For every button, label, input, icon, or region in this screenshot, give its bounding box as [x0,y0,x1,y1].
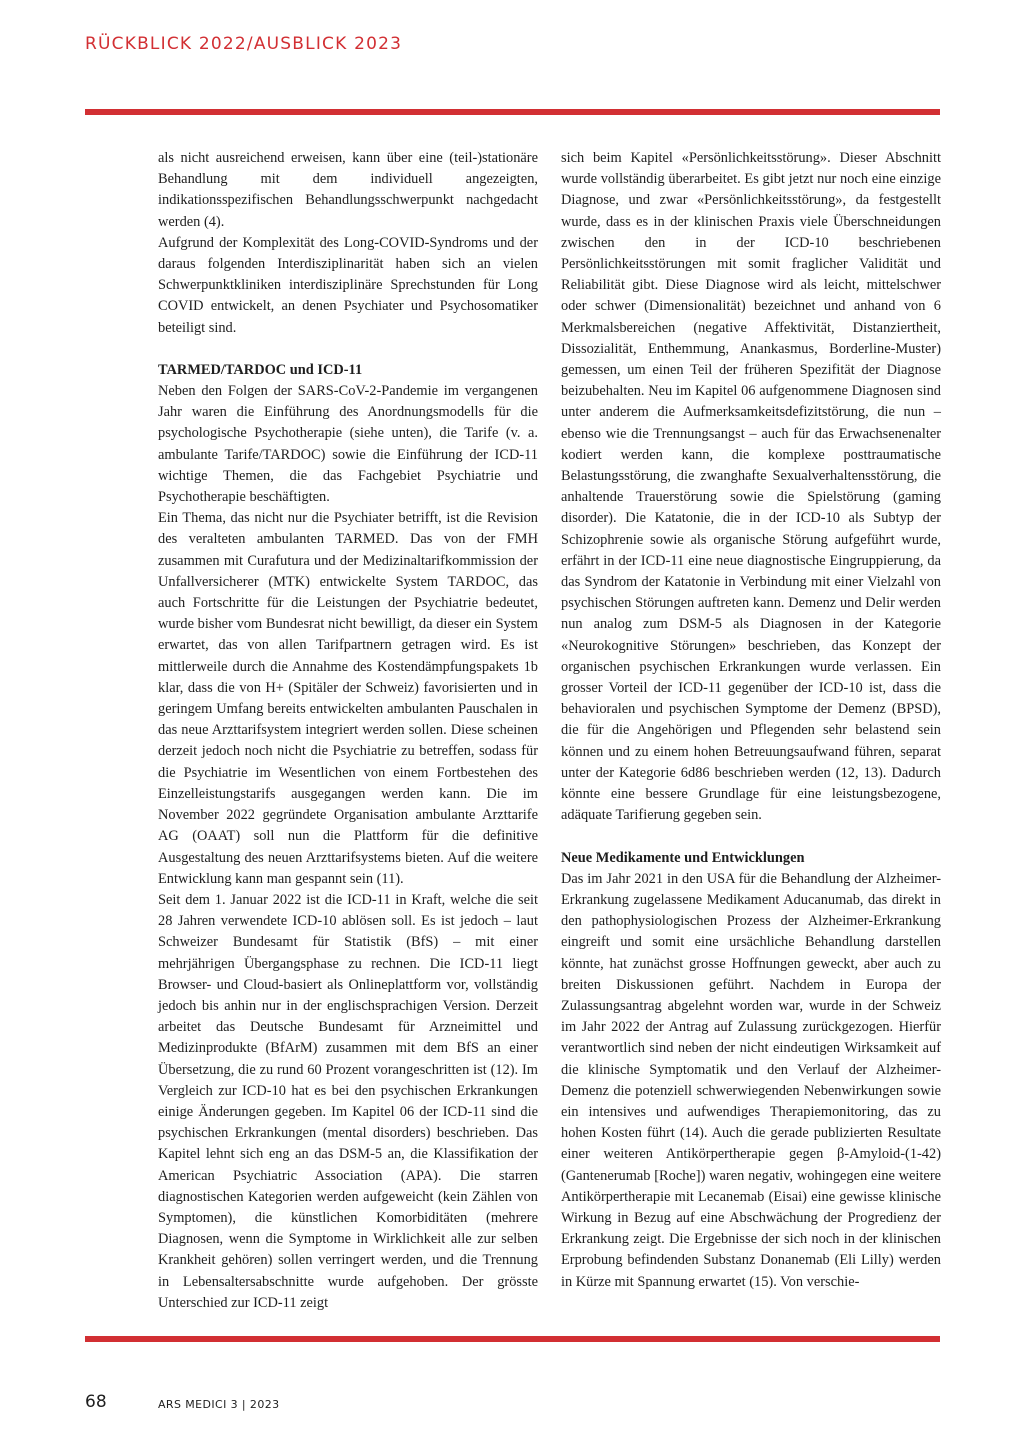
section-title: RÜCKBLICK 2022/AUSBLICK 2023 [85,34,403,54]
paragraph-gap [561,827,941,848]
heading-tarmed-icd11: TARMED/TARDOC und ICD-11 [158,361,363,378]
left-paragraph-5: Seit dem 1. Januar 2022 ist die ICD-11 in Kraft, welche die seit 28 Jahren verwendete ICD-10 ablösen soll. Es ist jedoch – laut Schweizer Bundesamt für Statistik (BfS) – mit einer mehrjährigen Übergangsphase zu rechnen. Die ICD-11 liegt Browser- und Cloud-basiert als Onlineplattform vor, vollständig jedoch bis anhin nur in der englischsprachigen Version. Derzeit arbeitet das Deutsche Bundesamt für Arzneimittel und Medizinprodukte (BfArM) zusammen mit dem BfS an einer Übersetzung, die zu rund 60 Prozent vorangeschritten ist (12). Im Vergleich zur ICD-10 hat es bei den psychischen Erkrankungen einige Änderungen gegeben. Im Kapitel 06 der ICD-11 sind die psychischen Erkrankungen (mental disorders) beschrieben. Das Kapitel lehnt sich eng an das DSM-5 an, die Klassifikation der American Psychiatric Association (APA). Die starren diagnostischen Kategorien werden aufgeweicht (kein Zählen von Symptomen), die künstlichen Komorbiditäten (mehrere Diagnosen, wenn die Symptome in Wirklichkeit alle zur selben Krankheit gehören) sollen verringert werden, und die Trennung in Lebensaltersabschnitte wurde aufgehoben. Der grösste Unterschied zur ICD-11 zeigt [158,891,538,1311]
page-number: 68 [85,1392,107,1412]
header-rule [85,109,940,115]
left-paragraph-2: Aufgrund der Komplexität des Long-COVID-Syndroms und der daraus folgenden Interdisziplinarität haben sich an vielen Schwerpunktkliniken interdisziplinäre Sprechstunden für Long COVID entwickelt, an denen Psychiater und Psychosomatiker beteiligt sind. [158,234,538,336]
paragraph-gap [158,339,538,360]
right-paragraph-1: sich beim Kapitel «Persönlichkeitsstörung». Dieser Abschnitt wurde vollständig überarbeitet. Es gibt jetzt nur noch eine einzige Diagnose, und zwar «Persönlichkeitsstörung», da festgestellt wurde, dass es in der klinischen Praxis viele Überschneidungen zwischen den in der ICD-10 beschriebenen Persönlichkeitsstörungen mit somit fraglicher Validität und Reliabilität gibt. Diese Diagnose wird als leicht, mittelschwer oder schwer (Dimensionalität) bezeichnet und anhand von 6 Merkmalsbereichen (negative Affektivität, Distanziertheit, Dissozialität, Enthemmung, Anankasmus, Borderline-Muster) gemessen, um einen Teil der früheren Spezifität der Diagnose beizubehalten. Neu im Kapitel 06 aufgenommene Diagnosen sind unter anderem die Aufmerksamkeitsdefizitstörung, die nun – ebenso wie die Trennungsangst – auch für das Erwachsenenalter kodiert werden kann, die komplexe posttraumatische Belastungsstörung, die zwanghafte Sexualverhaltensstörung, die anhaltende Trauerstörung sowie die Spielstörung (gaming disorder). Die Katatonie, die in der ICD-10 als Subtyp der Schizophrenie sowie als organische Störung aufgeführt wurde, erfährt in der ICD-11 eine neue diagnostische Eingruppierung, da das Syndrom der Katatonie in Verbindung mit einer Vielzahl von psychischen Störungen auftreten kann. Demenz und Delir werden nun analog zum DSM-5 als Diagnosen in der Kategorie «Neurokognitive Störungen» beschrieben, das Konzept der organischen psychischen Erkrankungen wurde verlassen. Ein grosser Vorteil der ICD-11 gegenüber der ICD-10 ist, dass die behavioralen und psychischen Symptome der Demenz (BPSD), die für die Angehörigen und Pflegenden sehr belastend sein können und zu einem hohen Betreuungsaufwand führen, separat unter der Kategorie 6d86 beschrieben werden (12, 13). Dadurch könnte eine bessere Grundlage für eine leistungsbezogene, adäquate Tarifierung gegeben sein. [561,150,941,824]
left-paragraph-3: Neben den Folgen der SARS-CoV-2-Pandemie im vergangenen Jahr waren die Einführung des Anordnungsmodells für die psychologische Psychotherapie (siehe unten), die Tarife (v. a. ambulante Tarife/TARDOC) sowie die Einführung der ICD-11 wichtige Themen, die das Fachgebiet Psychiatrie und Psychotherapie beschäftigten. [158,383,538,506]
journal-issue: ARS MEDICI 3 | 2023 [158,1398,280,1411]
right-paragraph-2: Das im Jahr 2021 in den USA für die Behandlung der Alzheimer-Erkrankung zugelassene Medikament Aducanumab, das direkt in den pathophysiologischen Prozess der Alzheimer-Erkrankung eingreift und somit eine ursächliche Behandlung darstellen könnte, hat zunächst grosse Hoffnungen geweckt, aber auch zu breiten Diskussionen geführt. Nachdem in Europa der Zulassungsantrag abgelehnt worden war, wurde in der Schweiz im Jahr 2022 der Antrag auf Zulassung zurückgezogen. Hierfür verantwortlich sind neben der nicht eindeutigen Wirksamkeit auf die klinische Symptomatik und den Verlauf der Alzheimer-Demenz die potenziell schwerwiegenden Nebenwirkungen sowie ein intensives und aufwendiges Therapiemonitoring, das zu hohen Kosten führt (14). Auch die gerade publizierten Resultate einer weiteren Antikörpertherapie gegen β-Amyloid-(1-42) (Gantenerumab [Roche]) waren negativ, wohingegen eine weitere Antikörpertherapie mit Lecanemab (Eisai) eine gewisse klinische Wirkung in Bezug auf eine Abschwächung der Progredienz der Erkrankung zeigt. Die Ergebnisse der sich noch in der klinischen Erprobung befindenden Substanz Donanemab (Eli Lilly) werden in Kürze mit Spannung erwartet (15). Von verschie- [561,870,941,1290]
left-paragraph-4: Ein Thema, das nicht nur die Psychiater betrifft, ist die Revision des veralteten ambulanten TARMED. Das von der FMH zusammen mit Curafutura und der Medizinaltarifkommission der Unfallversicherer (MTK) entwickelte System TARDOC, das auch Fortschritte für die Leistungen der Psychiatrie bedeutet, wurde bisher vom Bundesrat nicht bewilligt, da dieser ein System erwartet, das von allen Tarifpartnern getragen wird. Es ist mittlerweile durch die Annahme des Kostendämpfungspakets 1b klar, dass die von H+ (Spitäler der Schweiz) favorisierten und in geringem Umfang bereits entwickelten ambulanten Pauschalen in das neue Arzttarifsystem integriert werden sollen. Diese scheinen derzeit jedoch noch nicht die Psychiatrie zu betreffen, sodass für die Psychiatrie im Wesentlichen von einem Fortbestehen des Einzelleistungstarifs ausgegangen werden kann. Die im November 2022 gegründete Organisation ambulante Arzttarife AG (OAAT) soll nun die Plattform für die definitive Ausgestaltung des neuen Arzttarifsystems bieten. Auf die weitere Entwicklung kann man gespannt sein (11). [158,510,538,887]
left-paragraph-1: als nicht ausreichend erweisen, kann über eine (teil-)stationäre Behandlung mit dem individuell angezeigten, indikationsspezifischen Behandlungsschwerpunkt nachgedacht werden (4). [158,150,538,230]
heading-new-medications: Neue Medikamente und Entwicklungen [561,849,805,866]
left-column [158,148,538,1314]
right-column [561,148,941,1293]
footer-rule [85,1336,940,1342]
